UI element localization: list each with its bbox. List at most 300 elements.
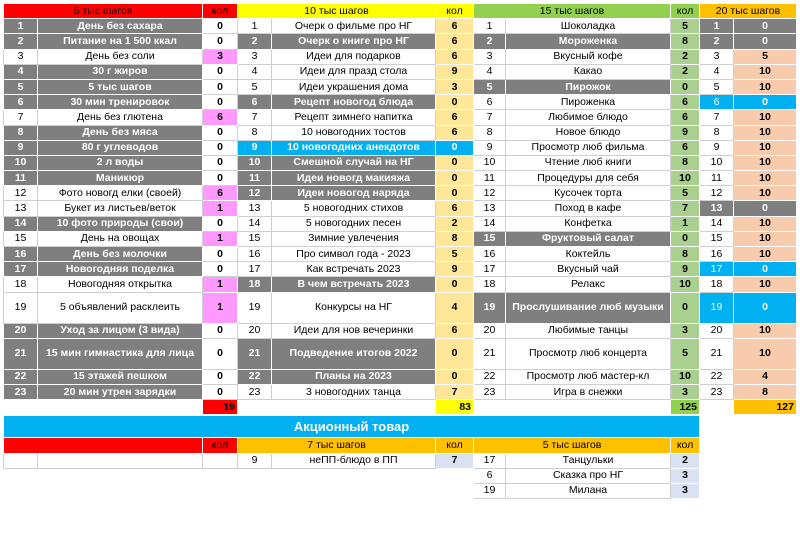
row-num-20k: 7 xyxy=(700,110,734,125)
promo-left-task: неПП-блюдо в ПП xyxy=(272,453,436,468)
task-10k: Смешной случай на НГ xyxy=(272,155,436,170)
task-5k: 2 л воды xyxy=(38,155,203,170)
table-row xyxy=(4,49,797,64)
row-num-20k: 14 xyxy=(700,216,734,231)
table-row xyxy=(4,155,797,170)
task-5k: 20 мин утрен зарядки xyxy=(38,384,203,399)
promo-right-qty: 3 xyxy=(671,468,700,483)
task-5k: День без глютена xyxy=(38,110,203,125)
task-15k: Релакс xyxy=(506,277,671,292)
task-5k: День без соли xyxy=(38,49,203,64)
qty-15k: 3 xyxy=(671,384,700,399)
row-num-20k: 22 xyxy=(700,369,734,384)
qty-5k: 0 xyxy=(203,64,238,79)
row-num-15k: 12 xyxy=(474,186,506,201)
qty-5k: 0 xyxy=(203,19,238,34)
qty-15k: 3 xyxy=(671,323,700,338)
task-5k: 80 г углеводов xyxy=(38,140,203,155)
row-num-5k: 19 xyxy=(4,292,38,323)
promo-right-qty: 3 xyxy=(671,483,700,498)
qty-15k: 10 xyxy=(671,277,700,292)
qty-5k: 0 xyxy=(203,369,238,384)
row-num-5k: 3 xyxy=(4,49,38,64)
row-num-20k: 6 xyxy=(700,95,734,110)
row-num-15k: 19 xyxy=(474,292,506,323)
row-num-15k: 21 xyxy=(474,338,506,369)
task-5k: День на овощах xyxy=(38,231,203,246)
table-row xyxy=(4,247,797,262)
table-row xyxy=(4,186,797,201)
row-num-5k: 10 xyxy=(4,155,38,170)
row-num-5k: 12 xyxy=(4,186,38,201)
row-num-5k: 13 xyxy=(4,201,38,216)
row-num-5k: 7 xyxy=(4,110,38,125)
row-num-5k: 17 xyxy=(4,262,38,277)
row-num-10k: 3 xyxy=(238,49,272,64)
row-num-10k: 5 xyxy=(238,79,272,94)
row-num-20k: 3 xyxy=(700,49,734,64)
qty-10k: 8 xyxy=(436,231,474,246)
qty-15k: 10 xyxy=(671,171,700,186)
task-10k: 5 новогодних стихов xyxy=(272,201,436,216)
qty-15k: 9 xyxy=(671,125,700,140)
row-num-15k: 7 xyxy=(474,110,506,125)
qty-5k: 6 xyxy=(203,110,238,125)
qty-20k: 10 xyxy=(734,323,797,338)
qty-5k: 0 xyxy=(203,384,238,399)
qty-15k: 8 xyxy=(671,155,700,170)
qty-5k: 0 xyxy=(203,125,238,140)
qty-10k: 5 xyxy=(436,247,474,262)
task-15k: Кусочек торта xyxy=(506,186,671,201)
total-10k: 83 xyxy=(436,400,474,415)
promo-right-qty: 2 xyxy=(671,453,700,468)
task-10k: Конкурсы на НГ xyxy=(272,292,436,323)
qty-20k: 10 xyxy=(734,140,797,155)
row-num-5k: 4 xyxy=(4,64,38,79)
row-num-5k: 20 xyxy=(4,323,38,338)
task-15k: Мороженка xyxy=(506,34,671,49)
qty-10k: 0 xyxy=(436,171,474,186)
task-10k: Про символ года - 2023 xyxy=(272,247,436,262)
qty-15k: 5 xyxy=(671,186,700,201)
row-num-10k: 4 xyxy=(238,64,272,79)
row-num-20k: 23 xyxy=(700,384,734,399)
row-num-15k: 3 xyxy=(474,49,506,64)
promo-header-kol-mid: кол xyxy=(436,438,474,453)
row-num-10k: 21 xyxy=(238,338,272,369)
row-num-10k: 13 xyxy=(238,201,272,216)
qty-20k: 0 xyxy=(734,201,797,216)
task-10k: Очерк о книге про НГ xyxy=(272,34,436,49)
promo-right-num: 19 xyxy=(474,483,506,498)
table-row xyxy=(4,323,797,338)
qty-10k: 0 xyxy=(436,155,474,170)
qty-20k: 10 xyxy=(734,338,797,369)
qty-10k: 6 xyxy=(436,19,474,34)
qty-15k: 8 xyxy=(671,34,700,49)
task-5k: 10 фото природы (свои) xyxy=(38,216,203,231)
qty-10k: 6 xyxy=(436,125,474,140)
task-15k: Вкусный кофе xyxy=(506,49,671,64)
qty-15k: 7 xyxy=(671,201,700,216)
task-15k: Процедуры для себя xyxy=(506,171,671,186)
task-5k: 30 г жиров xyxy=(38,64,203,79)
promo-header-left-empty xyxy=(4,438,203,453)
row-num-10k: 17 xyxy=(238,262,272,277)
qty-20k: 10 xyxy=(734,125,797,140)
header-row xyxy=(4,4,797,19)
table-row xyxy=(4,171,797,186)
row-num-20k: 15 xyxy=(700,231,734,246)
row-num-20k: 13 xyxy=(700,201,734,216)
qty-5k: 0 xyxy=(203,155,238,170)
qty-5k: 1 xyxy=(203,231,238,246)
promo-right-task: Танцульки xyxy=(506,453,671,468)
qty-10k: 6 xyxy=(436,34,474,49)
header-kol-15k: кол xyxy=(671,4,700,19)
header-15k: 15 тыс шагов xyxy=(474,4,671,19)
qty-5k: 0 xyxy=(203,262,238,277)
qty-20k: 10 xyxy=(734,216,797,231)
qty-10k: 0 xyxy=(436,140,474,155)
qty-15k: 5 xyxy=(671,19,700,34)
qty-10k: 0 xyxy=(436,277,474,292)
qty-15k: 6 xyxy=(671,95,700,110)
table-row xyxy=(4,338,797,369)
qty-20k: 10 xyxy=(734,110,797,125)
qty-10k: 4 xyxy=(436,292,474,323)
task-5k: Новогодняя открытка xyxy=(38,277,203,292)
qty-20k: 0 xyxy=(734,95,797,110)
total-5k: 19 xyxy=(203,400,238,415)
promo-header-5k: 5 тыс шагов xyxy=(474,438,671,453)
promo-right-task: Милана xyxy=(506,483,671,498)
row-num-10k: 1 xyxy=(238,19,272,34)
table-row xyxy=(4,19,797,34)
qty-15k: 2 xyxy=(671,64,700,79)
row-num-20k: 21 xyxy=(700,338,734,369)
task-5k: День без молочки xyxy=(38,247,203,262)
row-num-5k: 5 xyxy=(4,79,38,94)
row-num-10k: 18 xyxy=(238,277,272,292)
qty-10k: 0 xyxy=(436,186,474,201)
row-num-20k: 8 xyxy=(700,125,734,140)
qty-20k: 10 xyxy=(734,277,797,292)
header-10k: 10 тыс шагов xyxy=(238,4,436,19)
task-10k: Идеи для празд стола xyxy=(272,64,436,79)
row-num-20k: 18 xyxy=(700,277,734,292)
table-row xyxy=(4,262,797,277)
qty-10k: 6 xyxy=(436,110,474,125)
task-10k: 10 новогодних анекдотов xyxy=(272,140,436,155)
qty-5k: 1 xyxy=(203,292,238,323)
row-num-10k: 8 xyxy=(238,125,272,140)
qty-5k: 0 xyxy=(203,171,238,186)
row-num-20k: 20 xyxy=(700,323,734,338)
qty-15k: 5 xyxy=(671,338,700,369)
qty-15k: 8 xyxy=(671,247,700,262)
task-5k: Уход за лицом (3 вида) xyxy=(38,323,203,338)
task-10k: Идеи для нов вечеринки xyxy=(272,323,436,338)
task-10k: Планы на 2023 xyxy=(272,369,436,384)
table-row xyxy=(4,201,797,216)
row-num-20k: 9 xyxy=(700,140,734,155)
table-row xyxy=(4,140,797,155)
row-num-5k: 9 xyxy=(4,140,38,155)
task-10k: Как встречать 2023 xyxy=(272,262,436,277)
row-num-20k: 17 xyxy=(700,262,734,277)
row-num-20k: 2 xyxy=(700,34,734,49)
row-num-5k: 2 xyxy=(4,34,38,49)
qty-15k: 0 xyxy=(671,292,700,323)
promo-left-qty: 7 xyxy=(436,453,474,468)
row-num-15k: 6 xyxy=(474,95,506,110)
task-15k: Чтение люб книги xyxy=(506,155,671,170)
qty-15k: 6 xyxy=(671,110,700,125)
row-num-5k: 16 xyxy=(4,247,38,262)
row-num-15k: 4 xyxy=(474,64,506,79)
qty-5k: 1 xyxy=(203,277,238,292)
row-num-10k: 20 xyxy=(238,323,272,338)
qty-20k: 0 xyxy=(734,19,797,34)
task-15k: Поход в кафе xyxy=(506,201,671,216)
task-5k: День без мяса xyxy=(38,125,203,140)
task-5k: 5 объявлений расклеить xyxy=(38,292,203,323)
task-10k: Идеи для подарков xyxy=(272,49,436,64)
promo-right-num: 6 xyxy=(474,468,506,483)
qty-20k: 0 xyxy=(734,292,797,323)
promo-table xyxy=(3,415,797,499)
row-num-5k: 8 xyxy=(4,125,38,140)
qty-15k: 1 xyxy=(671,216,700,231)
table-row xyxy=(4,369,797,384)
promo-left-num: 9 xyxy=(238,453,272,468)
row-num-5k: 22 xyxy=(4,369,38,384)
qty-10k: 2 xyxy=(436,216,474,231)
row-num-20k: 10 xyxy=(700,155,734,170)
task-15k: Фруктовый салат xyxy=(506,231,671,246)
task-15k: Коктейль xyxy=(506,247,671,262)
qty-10k: 3 xyxy=(436,79,474,94)
row-num-15k: 11 xyxy=(474,171,506,186)
row-num-10k: 11 xyxy=(238,171,272,186)
qty-5k: 0 xyxy=(203,79,238,94)
task-5k: Фото новогд елки (своей) xyxy=(38,186,203,201)
task-15k: Какао xyxy=(506,64,671,79)
qty-20k: 10 xyxy=(734,247,797,262)
qty-15k: 10 xyxy=(671,369,700,384)
task-5k: Маникюр xyxy=(38,171,203,186)
row-num-10k: 2 xyxy=(238,34,272,49)
table-row xyxy=(4,34,797,49)
promo-banner: Акционный товар xyxy=(4,416,700,438)
task-15k: Новое блюдо xyxy=(506,125,671,140)
qty-20k: 10 xyxy=(734,79,797,94)
task-10k: Идеи новогд макияжа xyxy=(272,171,436,186)
task-10k: Зимние увлечения xyxy=(272,231,436,246)
qty-5k: 0 xyxy=(203,247,238,262)
total-20k: 127 xyxy=(734,400,797,415)
row-num-15k: 2 xyxy=(474,34,506,49)
table-row xyxy=(4,384,797,399)
qty-10k: 0 xyxy=(436,369,474,384)
row-num-15k: 23 xyxy=(474,384,506,399)
task-15k: Шоколадка xyxy=(506,19,671,34)
table-row xyxy=(4,292,797,323)
row-num-15k: 18 xyxy=(474,277,506,292)
row-num-10k: 7 xyxy=(238,110,272,125)
row-num-15k: 14 xyxy=(474,216,506,231)
table-row xyxy=(4,95,797,110)
task-15k: Игра в снежки xyxy=(506,384,671,399)
qty-20k: 0 xyxy=(734,34,797,49)
task-5k: 15 мин гимнастика для лица xyxy=(38,338,203,369)
qty-5k: 1 xyxy=(203,201,238,216)
row-num-5k: 6 xyxy=(4,95,38,110)
task-10k: Рецепт зимнего напитка xyxy=(272,110,436,125)
row-num-5k: 15 xyxy=(4,231,38,246)
promo-header-7k: 7 тыс шагов xyxy=(238,438,436,453)
row-num-5k: 14 xyxy=(4,216,38,231)
row-num-15k: 13 xyxy=(474,201,506,216)
row-num-15k: 5 xyxy=(474,79,506,94)
qty-5k: 0 xyxy=(203,338,238,369)
header-kol-5k: кол xyxy=(203,4,238,19)
row-num-20k: 16 xyxy=(700,247,734,262)
task-10k: 10 новогодних тостов xyxy=(272,125,436,140)
task-10k: Идеи новогод наряда xyxy=(272,186,436,201)
promo-header-kol-right: кол xyxy=(671,438,700,453)
qty-10k: 9 xyxy=(436,262,474,277)
qty-10k: 6 xyxy=(436,49,474,64)
task-10k: Идеи украшения дома xyxy=(272,79,436,94)
qty-10k: 0 xyxy=(436,95,474,110)
row-num-20k: 5 xyxy=(700,79,734,94)
task-15k: Конфетка xyxy=(506,216,671,231)
qty-5k: 0 xyxy=(203,140,238,155)
task-10k: 3 новогодних танца xyxy=(272,384,436,399)
task-5k: Букет из листьев/веток xyxy=(38,201,203,216)
table-row xyxy=(4,110,797,125)
qty-15k: 2 xyxy=(671,49,700,64)
task-5k: Питание на 1 500 ккал xyxy=(38,34,203,49)
row-num-10k: 23 xyxy=(238,384,272,399)
qty-5k: 6 xyxy=(203,186,238,201)
task-15k: Прослушивание люб музыки xyxy=(506,292,671,323)
task-15k: Просмотр люб мастер-кл xyxy=(506,369,671,384)
row-num-15k: 22 xyxy=(474,369,506,384)
row-num-15k: 16 xyxy=(474,247,506,262)
task-10k: В чем встречать 2023 xyxy=(272,277,436,292)
task-15k: Любимые танцы xyxy=(506,323,671,338)
row-num-10k: 19 xyxy=(238,292,272,323)
row-num-5k: 23 xyxy=(4,384,38,399)
promo-right-num: 17 xyxy=(474,453,506,468)
qty-20k: 8 xyxy=(734,384,797,399)
qty-20k: 10 xyxy=(734,171,797,186)
table-row xyxy=(4,231,797,246)
promo-header-kol-left: кол xyxy=(203,438,238,453)
row-num-5k: 21 xyxy=(4,338,38,369)
qty-5k: 3 xyxy=(203,49,238,64)
qty-20k: 10 xyxy=(734,64,797,79)
qty-15k: 6 xyxy=(671,140,700,155)
row-num-10k: 12 xyxy=(238,186,272,201)
qty-20k: 10 xyxy=(734,231,797,246)
qty-15k: 0 xyxy=(671,231,700,246)
promo-right-task: Сказка про НГ xyxy=(506,468,671,483)
qty-20k: 5 xyxy=(734,49,797,64)
task-15k: Просмотр люб фильма xyxy=(506,140,671,155)
task-15k: Просмотр люб концерта xyxy=(506,338,671,369)
row-num-20k: 12 xyxy=(700,186,734,201)
totals-row xyxy=(4,400,797,415)
task-5k: День без сахара xyxy=(38,19,203,34)
task-5k: 15 этажей пешком xyxy=(38,369,203,384)
task-10k: 5 новогодних песен xyxy=(272,216,436,231)
challenge-table xyxy=(3,3,797,415)
qty-15k: 9 xyxy=(671,262,700,277)
row-num-5k: 1 xyxy=(4,19,38,34)
row-num-10k: 16 xyxy=(238,247,272,262)
header-kol-10k: кол xyxy=(436,4,474,19)
task-10k: Очерк о фильме про НГ xyxy=(272,19,436,34)
row-num-5k: 11 xyxy=(4,171,38,186)
qty-5k: 0 xyxy=(203,34,238,49)
qty-10k: 9 xyxy=(436,64,474,79)
task-5k: 30 мин тренировок xyxy=(38,95,203,110)
task-5k: 5 тыс шагов xyxy=(38,79,203,94)
table-row xyxy=(4,79,797,94)
row-num-20k: 4 xyxy=(700,64,734,79)
task-15k: Любимое блюдо xyxy=(506,110,671,125)
qty-10k: 6 xyxy=(436,323,474,338)
row-num-20k: 19 xyxy=(700,292,734,323)
row-num-10k: 15 xyxy=(238,231,272,246)
task-15k: Пироженка xyxy=(506,95,671,110)
row-num-20k: 1 xyxy=(700,19,734,34)
task-15k: Пирожок xyxy=(506,79,671,94)
qty-10k: 0 xyxy=(436,338,474,369)
header-5k: 5 тыс шагов xyxy=(4,4,203,19)
row-num-15k: 10 xyxy=(474,155,506,170)
task-15k: Вкусный чай xyxy=(506,262,671,277)
table-row xyxy=(4,216,797,231)
qty-15k: 0 xyxy=(671,79,700,94)
table-row xyxy=(4,277,797,292)
task-10k: Рецепт новогод блюда xyxy=(272,95,436,110)
qty-20k: 0 xyxy=(734,262,797,277)
table-row xyxy=(4,125,797,140)
row-num-20k: 11 xyxy=(700,171,734,186)
qty-20k: 10 xyxy=(734,155,797,170)
table-row xyxy=(4,64,797,79)
row-num-15k: 20 xyxy=(474,323,506,338)
row-num-15k: 17 xyxy=(474,262,506,277)
qty-5k: 0 xyxy=(203,95,238,110)
qty-20k: 4 xyxy=(734,369,797,384)
task-5k: Новогодняя поделка xyxy=(38,262,203,277)
qty-20k: 10 xyxy=(734,186,797,201)
row-num-10k: 9 xyxy=(238,140,272,155)
row-num-10k: 22 xyxy=(238,369,272,384)
task-10k: Подведение итогов 2022 xyxy=(272,338,436,369)
row-num-10k: 14 xyxy=(238,216,272,231)
qty-5k: 0 xyxy=(203,323,238,338)
header-20k: 20 тыс шагов xyxy=(700,4,797,19)
row-num-15k: 15 xyxy=(474,231,506,246)
